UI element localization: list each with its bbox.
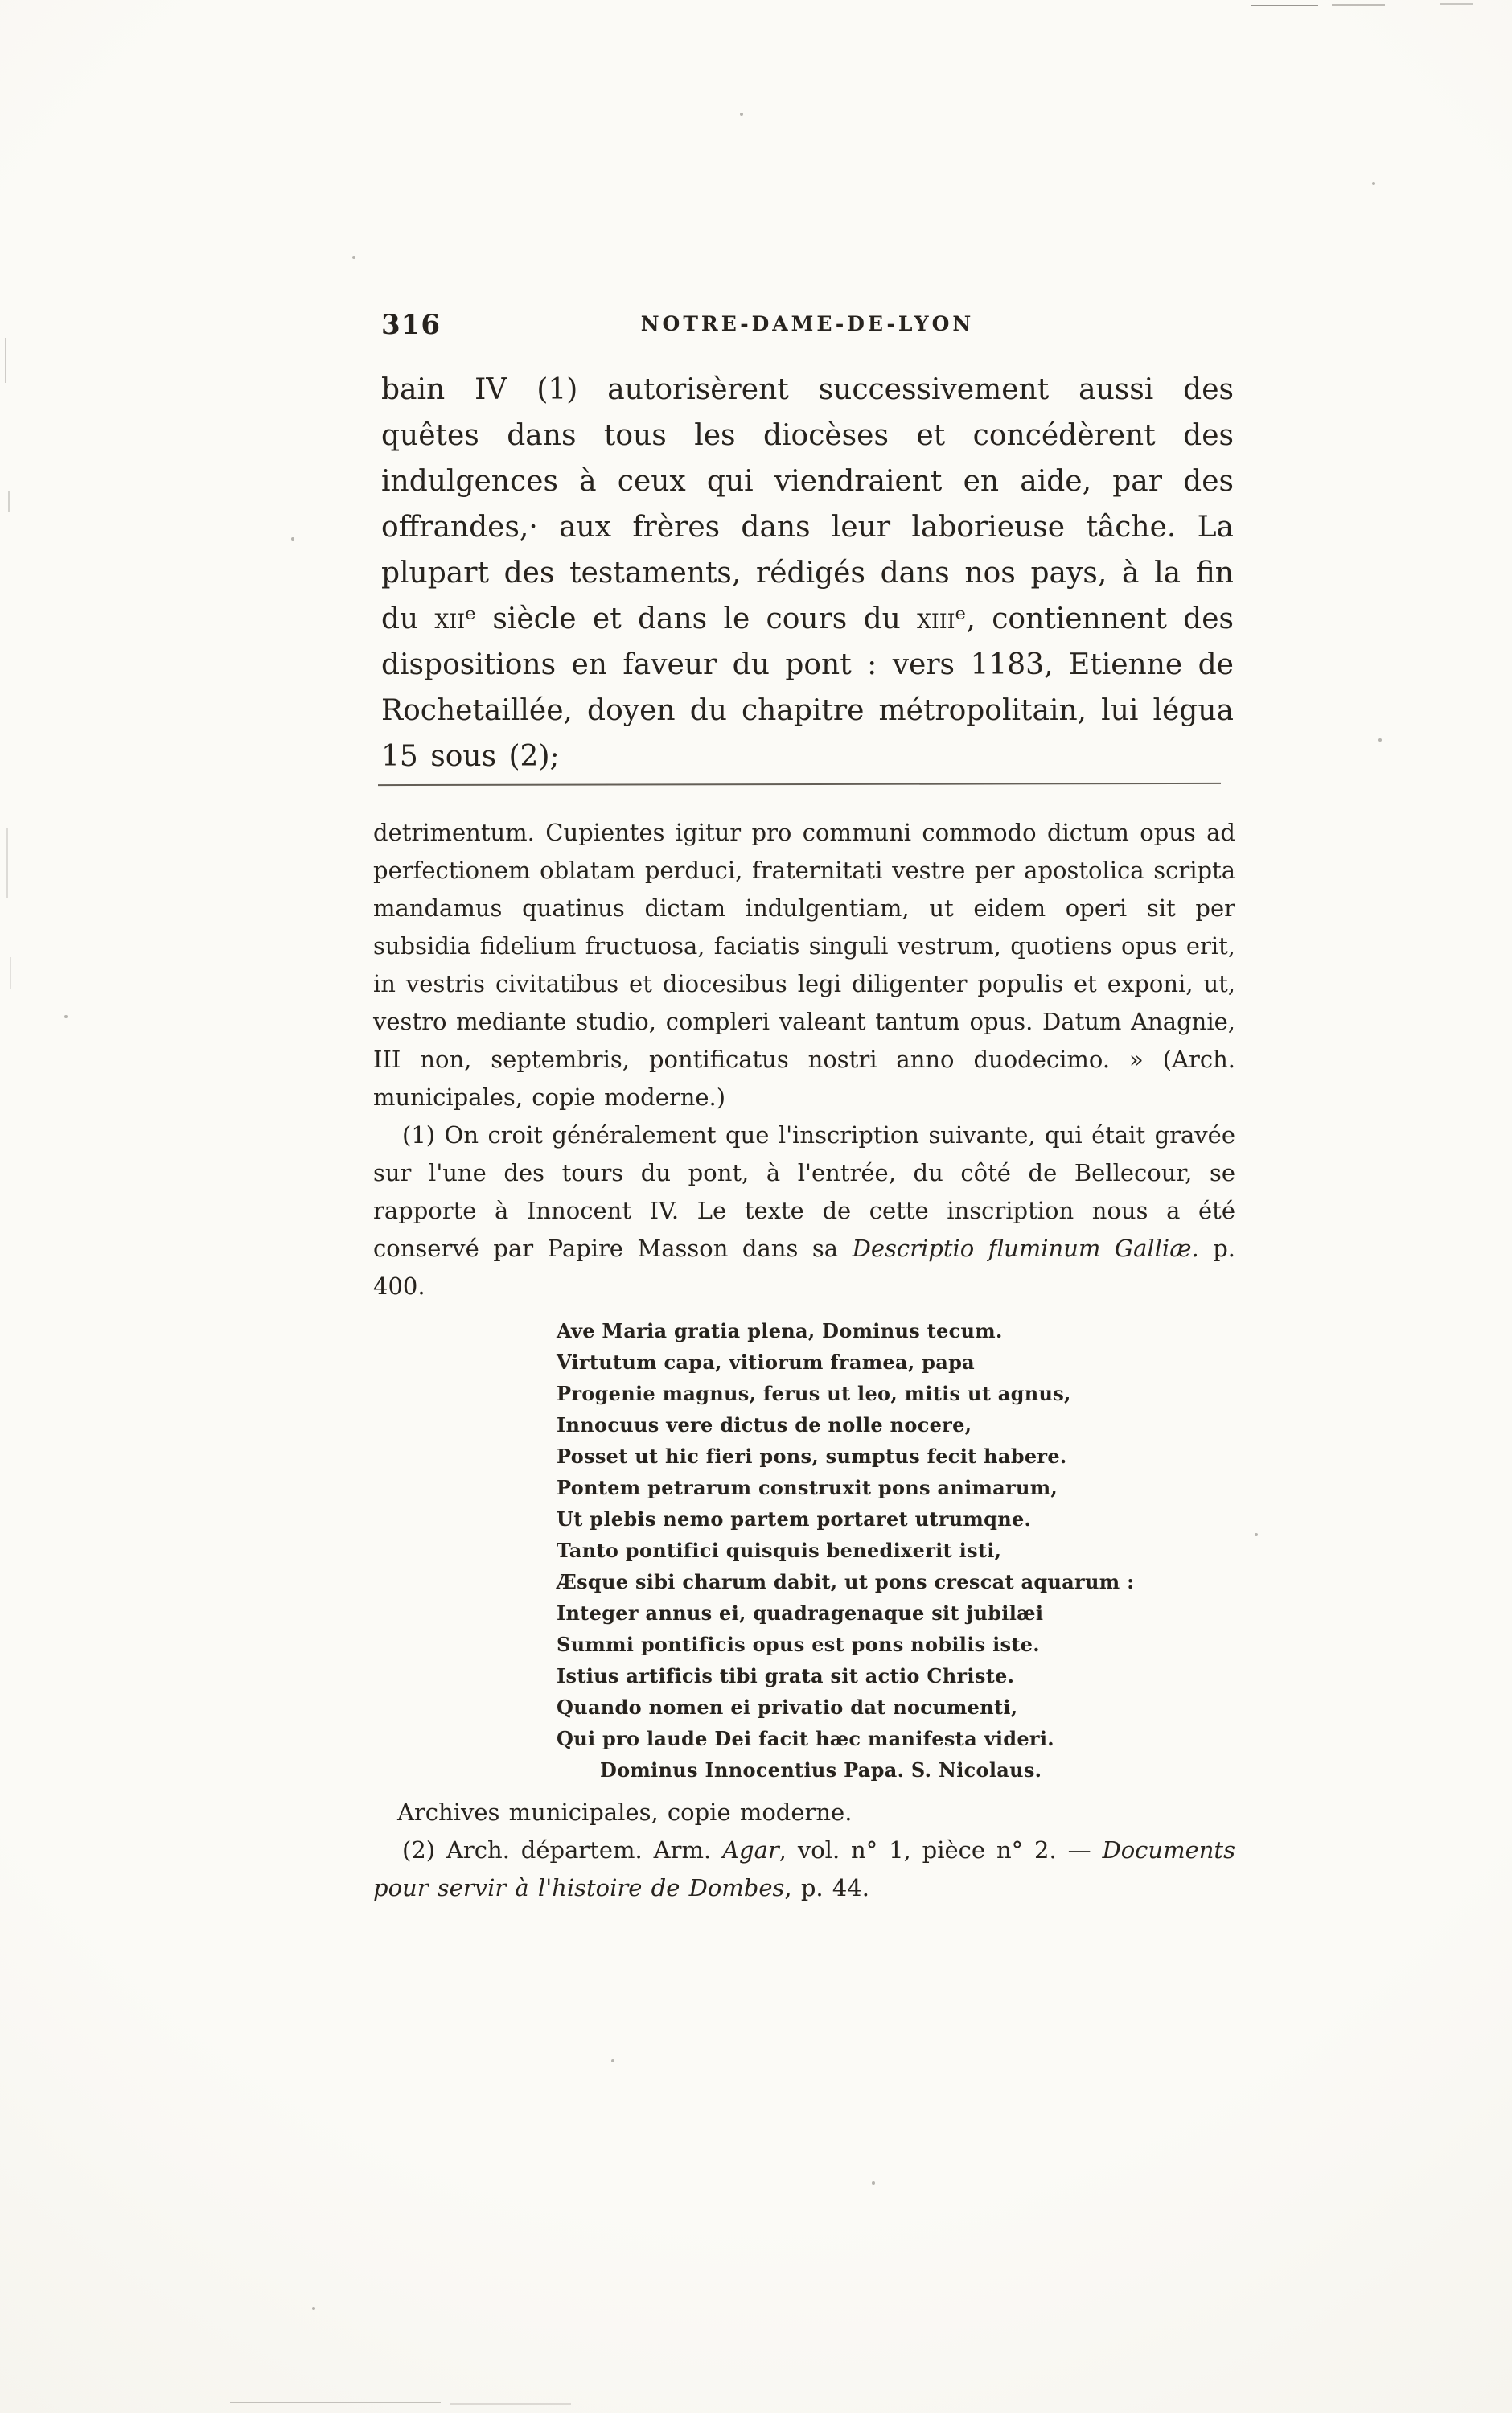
scan-speck — [872, 2181, 875, 2185]
scan-speck — [1255, 1533, 1258, 1536]
page-header — [381, 309, 1234, 341]
scan-speck — [1378, 738, 1382, 742]
verse-line: Ave Maria gratia plena, Dominus tecum. — [557, 1319, 1003, 1342]
footnote-2-archive-name: Agar — [722, 1836, 779, 1864]
scan-artifact — [450, 2403, 571, 2405]
footnote-2-segment: , p. 44. — [784, 1874, 869, 1901]
verse-line: Innocuus vere dictus de nolle nocere, — [557, 1413, 972, 1437]
roman-numeral-xii: xiiᵉ — [434, 602, 477, 635]
running-header: NOTRE-DAME-DE-LYON — [640, 312, 975, 335]
footnote-separator-rule — [378, 783, 1221, 786]
verse-line: Posset ut hic fieri pons, sumptus fecit habere. — [557, 1445, 1067, 1468]
verse-attribution: Dominus Innocentius Papa. S. Nicolaus. — [600, 1758, 1042, 1782]
main-paragraph-segment: , contiennent des dispositions en faveur du pont : vers 1183, Etienne de Rochetaillée, doyen du chapitre métropolitain, lui légua 15 sous (2); — [381, 602, 1234, 773]
archives-line: Archives municipales, copie moderne. — [397, 1798, 853, 1826]
scan-speck — [611, 2059, 614, 2062]
verse-block — [373, 1315, 1235, 1786]
footnote-2 — [373, 1831, 1235, 1907]
page-number: 316 — [381, 309, 441, 341]
scan-speck — [291, 537, 294, 541]
scan-speck — [1372, 182, 1375, 185]
footnote-1-segment: p. 400. — [373, 1235, 1235, 1300]
verse-line: Tanto pontifici quisquis benedixerit isti, — [557, 1539, 1002, 1562]
verse-line: Pontem petrarum construxit pons animarum, — [557, 1476, 1058, 1499]
footnote-2-segment: (2) Arch. départem. Arm. — [402, 1836, 723, 1864]
verse-line: Istius artificis tibi grata sit actio Christe. — [557, 1664, 1015, 1687]
verse-line: Virtutum capa, vitiorum framea, papa — [557, 1350, 976, 1374]
scan-artifact — [1332, 4, 1385, 6]
verse-line: Qui pro laude Dei facit hæc manifesta videri. — [557, 1727, 1054, 1750]
footnote-2-segment: , vol. n° 1, pièce n° 2. — — [779, 1836, 1103, 1864]
footnote-2-work-title: Documents pour servir à l'histoire de Dombes — [373, 1836, 1235, 1901]
main-paragraph — [381, 367, 1234, 779]
scan-speck — [64, 1015, 68, 1018]
verse-line: Summi pontificis opus est pons nobilis iste. — [557, 1633, 1040, 1656]
verse-line: Ut plebis nemo partem portaret utrumqne. — [557, 1507, 1032, 1531]
scan-speck — [740, 113, 743, 116]
verse-line: Quando nomen ei privatio dat nocumenti, — [557, 1696, 1018, 1719]
footnotes-section — [373, 814, 1235, 1907]
footnote-1-segment: (1) On croit généralement que l'inscription suivante, qui était gravée sur l'une des tours du pont, à l'entrée, du côté de Bellecour, se rapporte à Innocent IV. Le texte de cette inscription nous a été conservé par Papire Masson dans sa — [373, 1121, 1235, 1262]
scan-artifact — [5, 338, 6, 383]
main-paragraph-segment: bain IV (1) autorisèrent successivement aussi des quêtes dans tous les diocèses et concédèrent des indulgences à ceux qui viendraient en aide, par des offrandes,· aux frères dans leur laborieuse tâche. La plupart des testaments, rédigés dans nos pays, à la fin du — [381, 373, 1234, 635]
scan-speck — [352, 256, 355, 259]
scan-artifact — [10, 957, 11, 989]
main-paragraph-segment: siècle et dans le cours du — [476, 602, 918, 635]
scan-artifact — [1440, 3, 1473, 5]
footnote-1-work-title: Descriptio fluminum Galliæ. — [852, 1235, 1199, 1262]
verse-line: Æsque sibi charum dabit, ut pons crescat aquarum : — [557, 1570, 1135, 1593]
scan-artifact — [8, 491, 10, 512]
scan-speck — [312, 2307, 315, 2310]
verse-line: Progenie magnus, ferus ut leo, mitis ut agnus, — [557, 1382, 1071, 1405]
verse-line: Integer annus ei, quadragenaque sit jubilæi — [557, 1601, 1044, 1625]
scan-artifact — [1251, 5, 1318, 6]
roman-numeral-xiii: xiiiᵉ — [917, 602, 967, 635]
footnote-1 — [373, 1116, 1235, 1305]
scan-artifact — [230, 2402, 441, 2403]
footnote-continuation: detrimentum. Cupientes igitur pro communi commodo dictum opus ad perfectionem oblatam perduci, fraternitati vestre per apostolica scripta mandamus quatinus dictam indulgentiam, ut eidem operi sit per subsidia fidelium fructuosa, faciatis singuli vestrum, quotiens opus erit, in vestris civitatibus et diocesibus legi diligenter populis et exponi, ut, vestro mediante studio, compleri valeant tantum opus. Datum Anagnie, III non, septembris, pontificatus nostri anno duodecimo. » (Arch. municipales, copie moderne.) — [373, 819, 1235, 1111]
scan-artifact — [6, 828, 8, 898]
